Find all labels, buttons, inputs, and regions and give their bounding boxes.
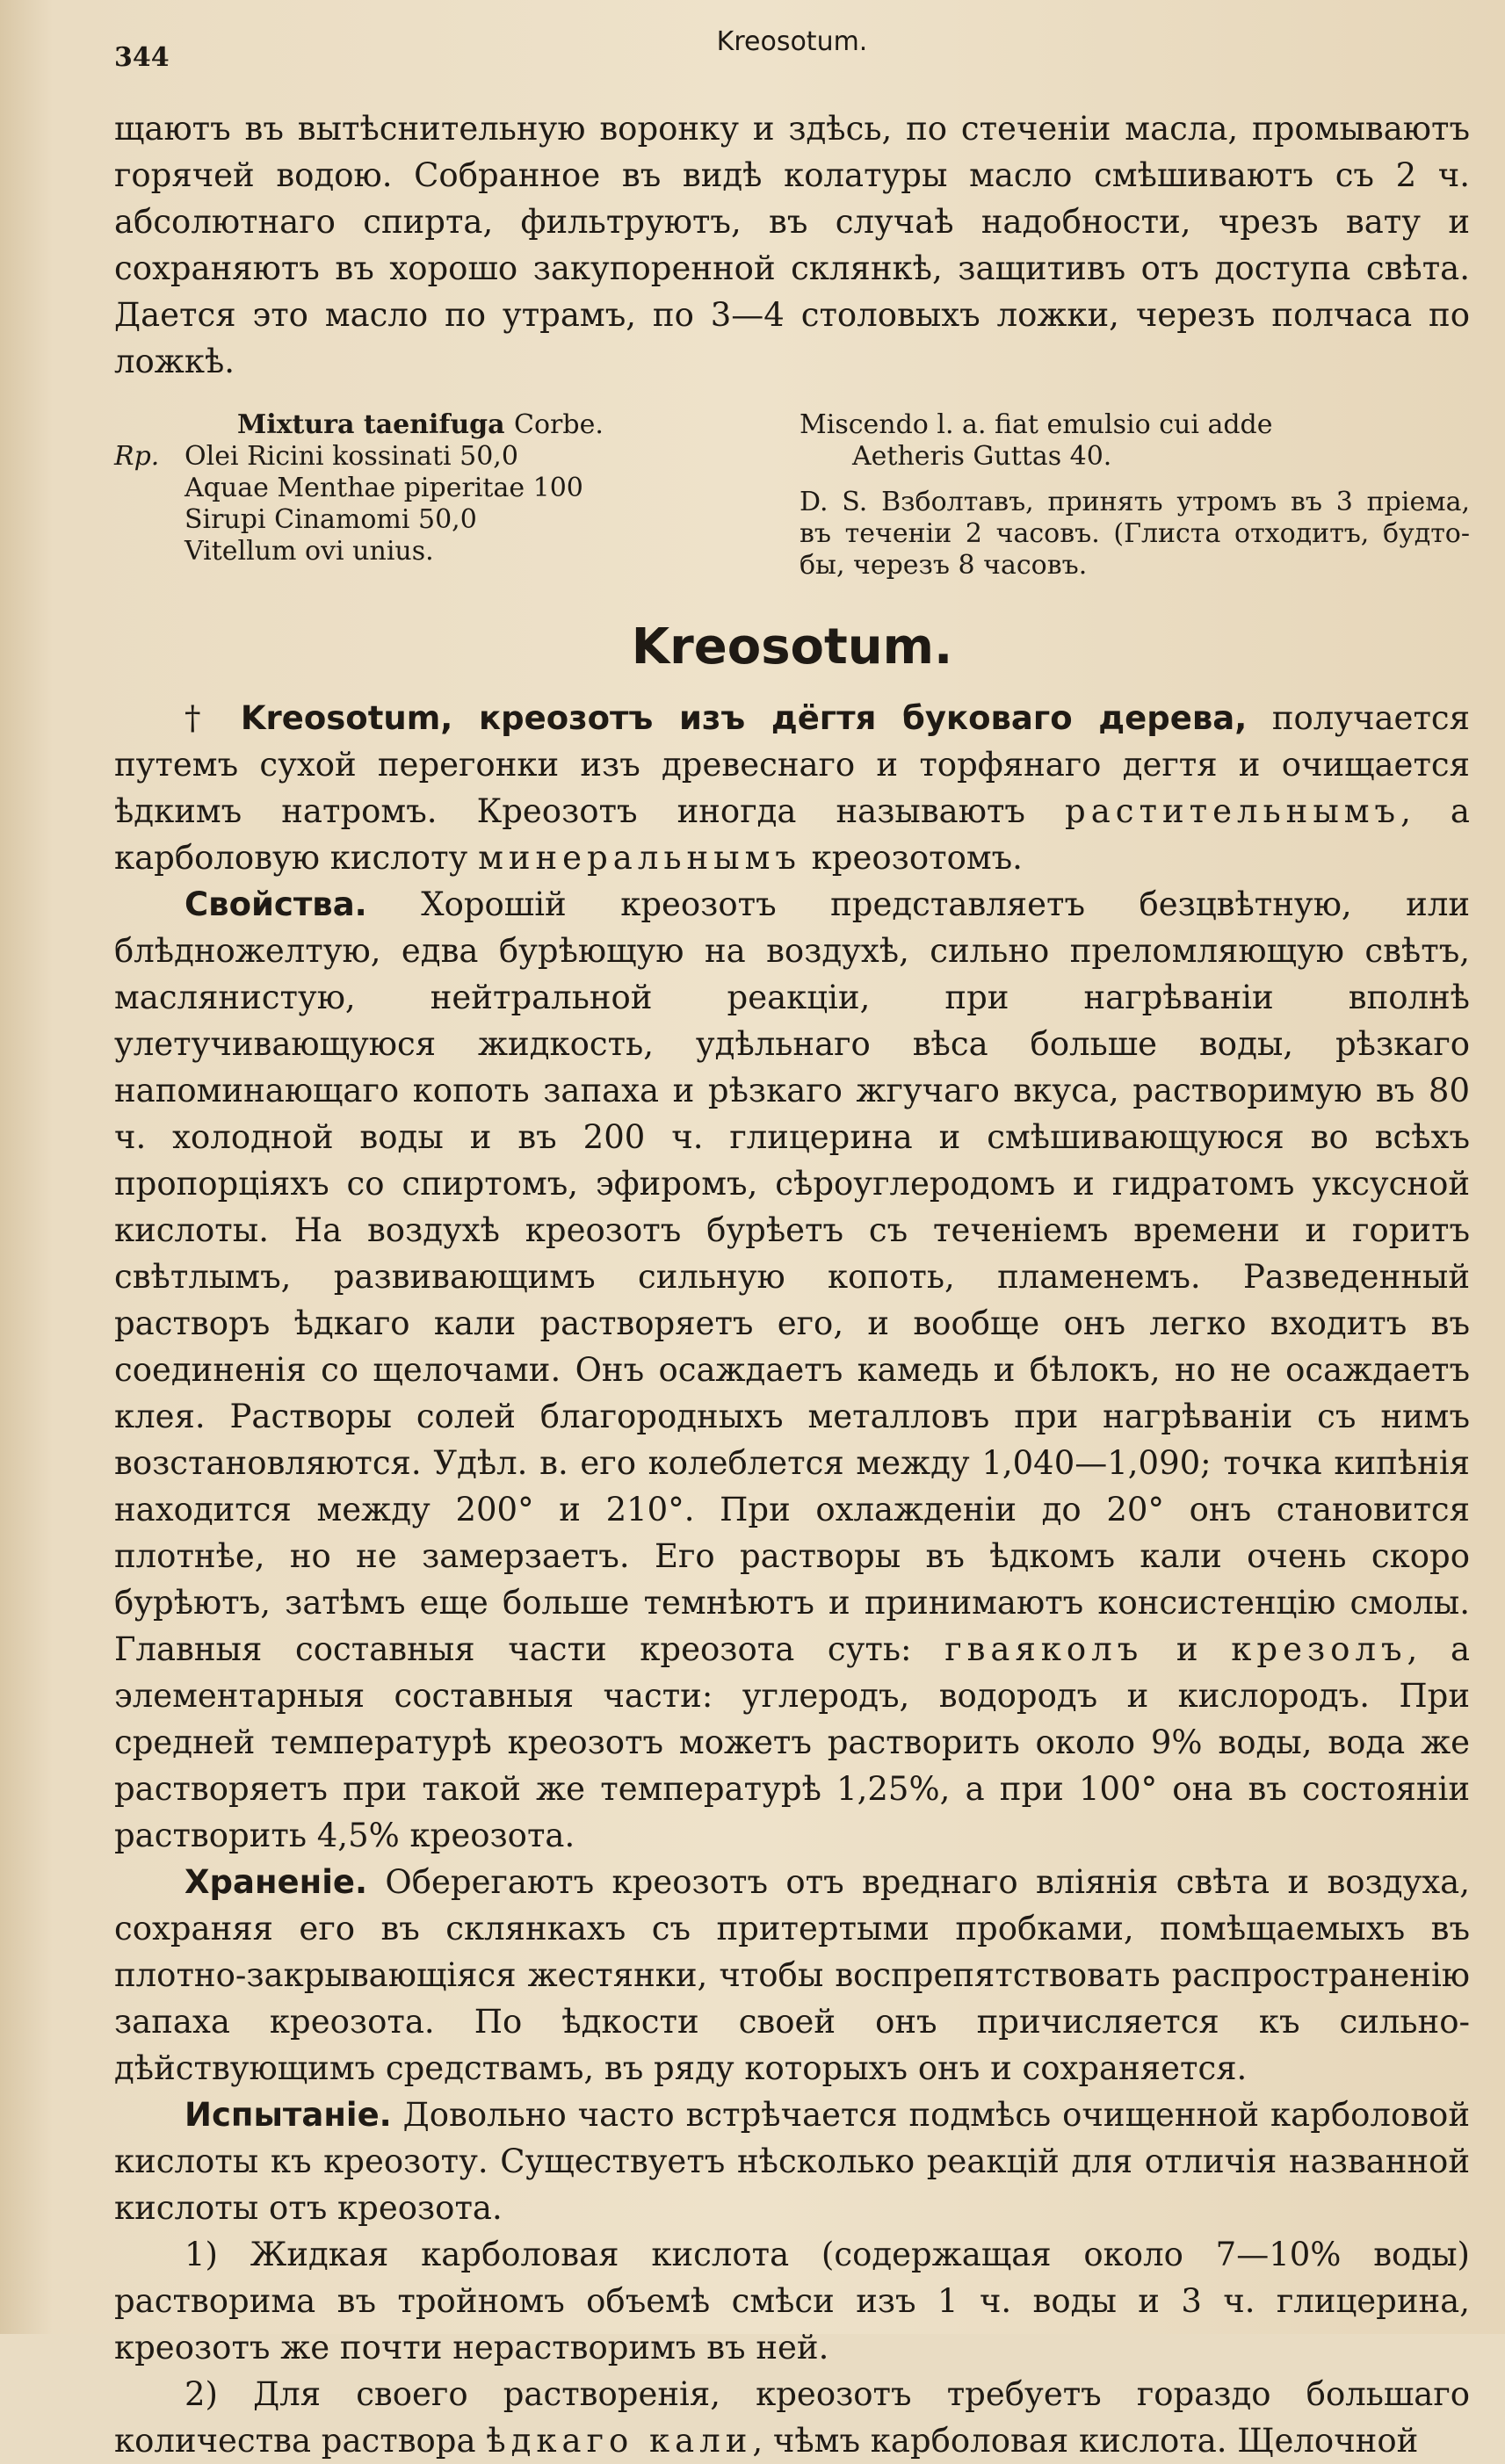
text-run: , чѣмъ карболовая кислота. Щелочной [752, 2422, 1419, 2460]
recipe-title [237, 409, 773, 441]
text-run: Довольно часто встрѣчается подмѣсь очищенной карболовой кислоты къ креозоту. Существуетъ нѣсколько реакцій для отличія названной кислоты отъ креозота. [114, 2096, 1470, 2227]
recipe-name: Mixtura taenifuga [237, 409, 505, 440]
recipe-right-column [773, 409, 1470, 582]
text-run: Хорошій креозотъ представляетъ безцвѣтную, или блѣдножелтую, едва бурѣющую на воздухѣ, сильно преломляющую свѣтъ, маслянистую, нейтральной реакціи, при нагрѣваніи вполнѣ улетучивающуюся жидкость, удѣльнаго вѣса больше воды, рѣзкаго напоминающаго копоть запаха и рѣзкаго жгучаго вкуса, растворимую въ 80 ч. холодной воды и въ 200 ч. глицерина и смѣшивающуюся во всѣхъ пропорціяхъ со спиртомъ, эфиромъ, сѣроуглеродомъ и гидратомъ уксусной кислоты. На воздухѣ креозотъ бурѣетъ съ теченіемъ времени и горитъ свѣтлымъ, развивающимъ сильную копоть, пламенемъ. Разведенный растворъ ѣдкаго кали растворяетъ его, и вообще онъ легко входитъ въ соединенія со щелочами. Онъ осаждаетъ камедь и бѣлокъ, но не осаждаетъ клея. Растворы солей благородныхъ металловъ при нагрѣваніи съ нимъ возстановляются. Удѣл. в. его колеблется между 1,040—1,090; точка кипѣнія находится между 200° и 210°. При охлажденіи до 20° онъ становится плотнѣе, но не замерзаетъ. Его растворы въ ѣдкомъ кали очень скоро бурѣютъ, затѣмъ еще больше темнѣютъ и принимаютъ консистенцію смолы. Главныя составныя части креозота суть: [114, 885, 1470, 1668]
page-header [114, 26, 1470, 73]
spaced-term: гваяколъ [944, 1630, 1144, 1668]
recipe-author: Corbe. [514, 409, 604, 440]
section-label: Храненіе. [185, 1863, 368, 1901]
paragraph-test-1: 1) Жидкая карболовая кислота (содержащая около 7—10% воды) растворима въ тройномъ объемѣ смѣси изъ 1 ч. воды и 3 ч. глицерина, креозотъ же почти нерастворимъ въ ней. [114, 2236, 1470, 2366]
section-title: Kreosotum. [631, 618, 953, 676]
paragraph-test-2 [114, 2371, 1470, 2464]
paragraph-definition [114, 695, 1470, 881]
spaced-term: крезолъ [1231, 1630, 1407, 1668]
rx-mark: Rp. [114, 441, 160, 472]
ingredient: Aquae Menthae piperitae 100 [185, 473, 583, 503]
recipe-block [114, 409, 1470, 582]
lead-term: Kreosotum, креозотъ изъ дёгтя буковаго дерева, [240, 699, 1248, 737]
text-run: , а элементарныя составныя части: углеродъ, водородъ и кислородъ. При средней температурѣ креозотъ можетъ растворить около 9% воды, вода же растворяетъ при такой же температурѣ 1,25%, а при 100° она въ состояніи растворить 4,5% креозота. [114, 1630, 1470, 1854]
text-run: Оберегаютъ креозотъ отъ вреднаго вліянія свѣта и воздуха, сохраняя его въ склянкахъ съ притертыми пробками, помѣщаемыхъ въ плотно-закрывающіяся жестянки, чтобы воспрепятствовать распространенію запаха креозота. По ѣдкости своей онъ причисляется къ сильно-дѣйствующимъ средствамъ, въ ряду которыхъ онъ и сохраняется. [114, 1863, 1470, 2087]
text-run: получается путемъ сухой перегонки изъ древеснаго и торфянаго дегтя и очищается ѣдкимъ натромъ. Креозотъ иногда называютъ [114, 699, 1470, 830]
dagger-mark: † [185, 699, 241, 737]
paragraph-storage [114, 1859, 1470, 2092]
recipe-signa: D. S. Взболтавъ, принять утромъ въ 3 пріема, въ теченіи 2 часовъ. (Глиста отходитъ, будто-бы, черезъ 8 часовъ. [800, 487, 1470, 581]
text-run: и [1143, 1630, 1232, 1668]
intro-paragraph: щаютъ въ вытѣснительную воронку и здѣсь, по стеченіи масла, промываютъ горячей водою. Собранное въ видѣ колатуры масло смѣшиваютъ съ 2 ч. абсолютнаго спирта, фильтруютъ, въ случаѣ надобности, чрезъ вату и сохраняютъ въ хорошо закупоренной склянкѣ, защитивъ отъ доступа свѣта. Дается это масло по утрамъ, по 3—4 столовыхъ ложки, черезъ полчаса по ложкѣ. [114, 110, 1470, 380]
section-label: Свойства. [185, 885, 367, 923]
ingredient: Vitellum ovi unius. [185, 536, 434, 567]
text-run: 2) Для своего растворенія, креозотъ требуетъ гораздо большаго количества раствора [114, 2375, 1470, 2460]
paragraph-testing [114, 2092, 1470, 2231]
paragraph-properties [114, 881, 1470, 1859]
recipe-left-column [114, 409, 773, 582]
recipe-instruction: Miscendo l. a. fiat emulsio cui adde [800, 409, 1273, 440]
spaced-term: растительнымъ [1065, 792, 1401, 830]
recipe-ingredient-first [114, 441, 773, 473]
text-run: креозотомъ. [800, 839, 1023, 877]
spaced-term: минеральнымъ [478, 839, 801, 877]
running-title: Kreosotum. [716, 26, 868, 57]
page-number: 344 [114, 42, 170, 73]
spaced-term: ѣдкаго кали [486, 2422, 753, 2460]
section-label: Испытаніе. [185, 2096, 392, 2134]
text-run: , а карболовую кислоту [114, 792, 1470, 877]
ingredient: Olei Ricini kossinati 50,0 [185, 441, 518, 472]
recipe-instruction: Aetheris Guttas 40. [852, 441, 1112, 472]
ingredient: Sirupi Cinamomi 50,0 [185, 504, 477, 535]
